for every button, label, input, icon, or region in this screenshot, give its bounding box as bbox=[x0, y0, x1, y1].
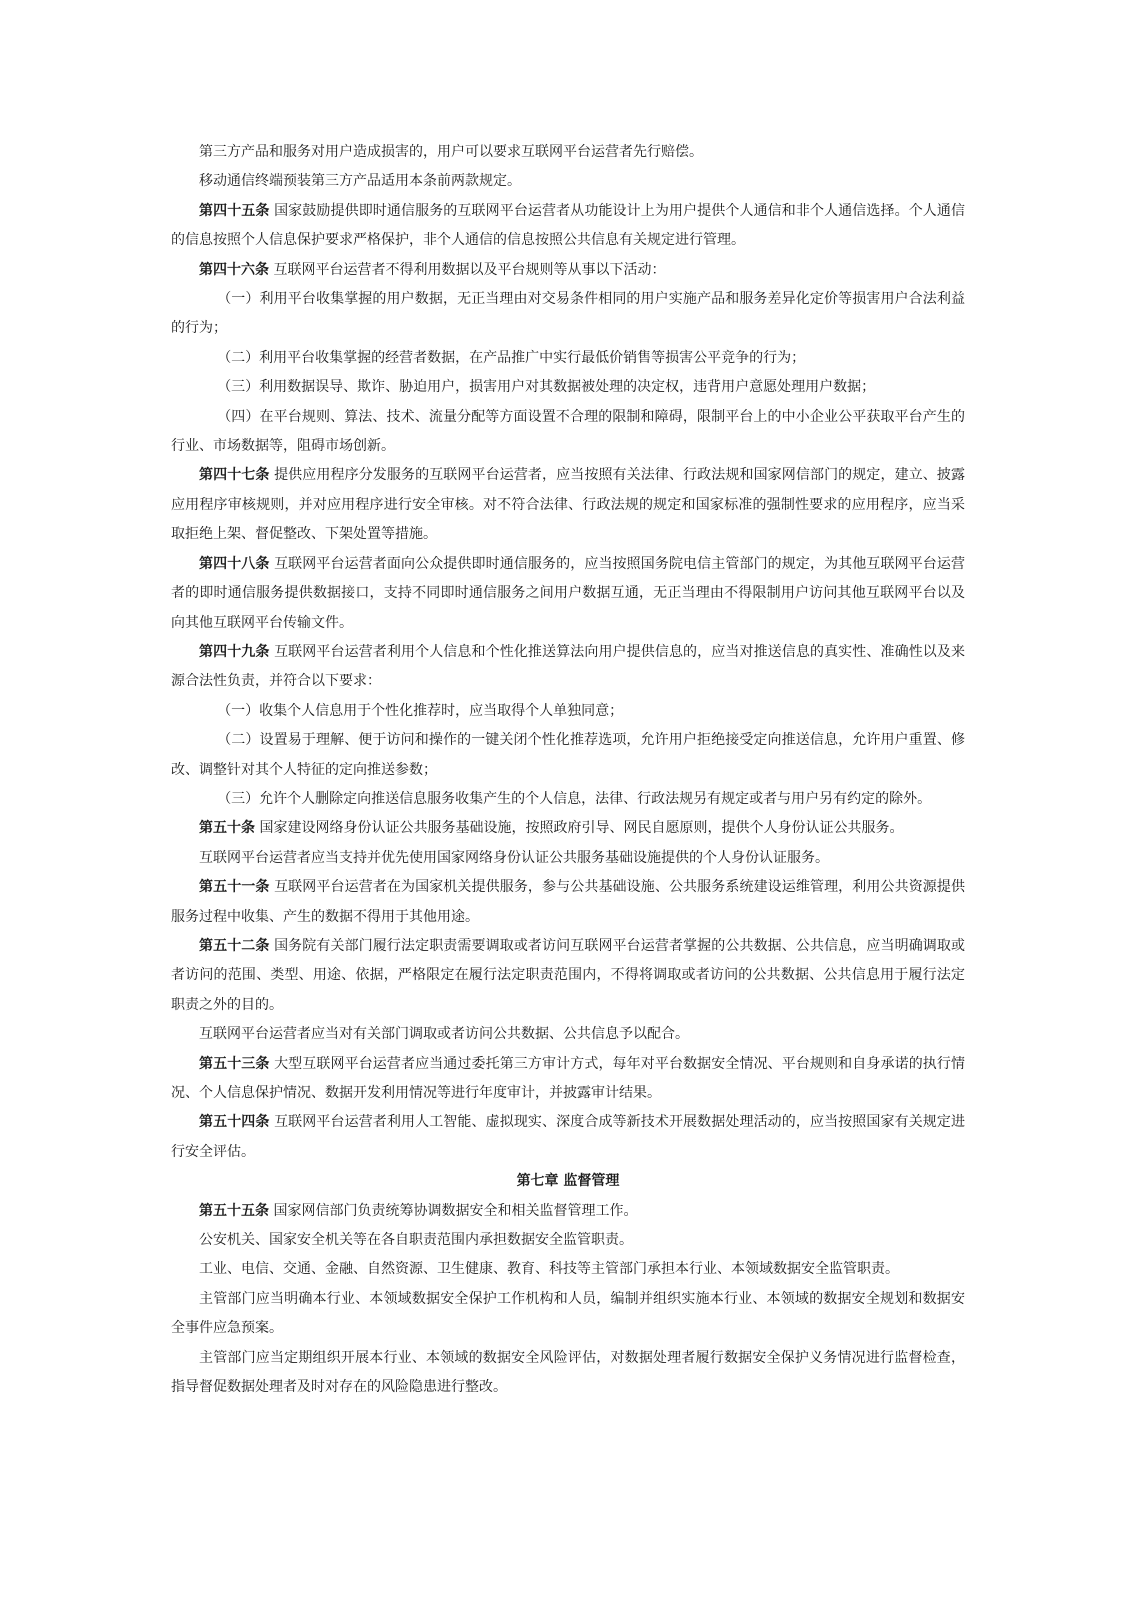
article-label: 第五十条 bbox=[199, 820, 255, 837]
list-item-paragraph: （四）在平台规则、算法、技术、流量分配等方面设置不合理的限制和障碍，限制平台上的中小企业公平获取平台产生的行业、市场数据等，阻碍市场创新。 bbox=[171, 408, 965, 455]
chapter-heading: 第七章 监督管理 bbox=[516, 1173, 620, 1190]
list-item-paragraph: （一）利用平台收集掌握的用户数据，无正当理由对交易条件相同的用户实施产品和服务差异化定价等损害用户合法利益的行为； bbox=[171, 291, 965, 337]
article-text: 互联网平台运营者面向公众提供即时通信服务的，应当按照国务院电信主管部门的规定，为其他互联网平台运营者的即时通信服务提供数据接口，支持不同即时通信服务之间用户数据互通，无正当理由不得限制用户访问其他互联网平台以及向其他互联网平台传输文件。 bbox=[171, 555, 966, 631]
article-text: 互联网平台运营者利用人工智能、虚拟现实、深度合成等新技术开展数据处理活动的，应当按照国家有关规定进行安全评估。 bbox=[171, 1114, 966, 1160]
article-paragraph bbox=[171, 814, 965, 843]
article-label: 第五十四条 bbox=[199, 1114, 270, 1131]
article-label: 第五十五条 bbox=[199, 1202, 269, 1219]
body-paragraph: 第三方产品和服务对用户造成损害的，用户可以要求互联网平台运营者先行赔偿。 bbox=[199, 144, 703, 160]
article-label: 第四十七条 bbox=[199, 467, 270, 484]
article-label: 第五十一条 bbox=[199, 879, 270, 896]
article-paragraph bbox=[171, 638, 965, 697]
body-paragraph: 互联网平台运营者应当对有关部门调取或者访问公共数据、公共信息予以配合。 bbox=[199, 1026, 689, 1043]
article-text: 国家建设网络身份认证公共服务基础设施，按照政府引导、网民自愿原则，提供个人身份认证公共服务。 bbox=[259, 820, 904, 837]
article-label: 第五十二条 bbox=[199, 937, 270, 954]
article-text: 国务院有关部门履行法定职责需要调取或者访问互联网平台运营者掌握的公共数据、公共信息，应当明确调取或者访问的范围、类型、用途、依据，严格限定在履行法定职责范围内，不得将调取或者访问的公共数据、公共信息用于履行法定职责之外的目的。 bbox=[171, 937, 966, 1013]
article-label: 第四十五条 bbox=[199, 202, 270, 219]
list-item-paragraph: （三）利用数据误导、欺诈、胁迫用户，损害用户对其数据被处理的决定权，违背用户意愿处理用户数据； bbox=[217, 379, 876, 396]
body-paragraph: 主管部门应当明确本行业、本领域数据安全保护工作机构和人员，编制并组织实施本行业、本领域的数据安全规划和数据安全事件应急预案。 bbox=[171, 1290, 965, 1337]
article-text: 国家鼓励提供即时通信服务的互联网平台运营者从功能设计上为用户提供个人通信和非个人通信选择。个人通信的信息按照个人信息保护要求严格保护，非个人通信的信息按照公共信息有关规定进行管理。 bbox=[171, 202, 966, 249]
document-page bbox=[171, 138, 965, 1402]
list-item-paragraph: （一）收集个人信息用于个性化推荐时，应当取得个人单独同意； bbox=[217, 702, 624, 719]
article-text: 大型互联网平台运营者应当通过委托第三方审计方式，每年对平台数据安全情况、平台规则和自身承诺的执行情况、个人信息保护情况、数据开发利用情况等进行年度审计，并披露审计结果。 bbox=[171, 1055, 966, 1101]
article-paragraph bbox=[171, 197, 965, 256]
article-text: 提供应用程序分发服务的互联网平台运营者，应当按照有关法律、行政法规和国家网信部门的规定，建立、披露应用程序审核规则，并对应用程序进行安全审核。对不符合法律、行政法规的规定和国家标准的强制性要求的应用程序，应当采取拒绝上架、督促整改、下架处置等措施。 bbox=[171, 467, 966, 543]
body-paragraph: 工业、电信、交通、金融、自然资源、卫生健康、教育、科技等主管部门承担本行业、本领域数据安全监管职责。 bbox=[199, 1261, 899, 1278]
article-text: 国家网信部门负责统筹协调数据安全和相关监督管理工作。 bbox=[273, 1202, 638, 1219]
article-paragraph bbox=[171, 461, 965, 549]
article-paragraph bbox=[171, 932, 965, 1020]
article-paragraph bbox=[171, 1108, 965, 1167]
article-label: 第五十三条 bbox=[199, 1055, 270, 1072]
article-paragraph bbox=[171, 873, 965, 932]
article-text: 互联网平台运营者利用个人信息和个性化推送算法向用户提供信息的，应当对推送信息的真实性、准确性以及来源合法性负责，并符合以下要求： bbox=[171, 643, 966, 690]
article-label: 第四十六条 bbox=[199, 261, 269, 278]
article-paragraph bbox=[171, 1197, 965, 1226]
list-item-paragraph: （二）设置易于理解、便于访问和操作的一键关闭个性化推荐选项，允许用户拒绝接受定向推送信息，允许用户重置、修改、调整针对其个人特征的定向推送参数； bbox=[171, 732, 965, 778]
article-label: 第四十八条 bbox=[199, 555, 270, 572]
article-text: 互联网平台运营者在为国家机关提供服务，参与公共基础设施、公共服务系统建设运维管理，利用公共资源提供服务过程中收集、产生的数据不得用于其他用途。 bbox=[171, 879, 966, 925]
list-item-paragraph: （三）允许个人删除定向推送信息服务收集产生的个人信息，法律、行政法规另有规定或者与用户另有约定的除外。 bbox=[217, 790, 932, 807]
list-item-paragraph: （二）利用平台收集掌握的经营者数据，在产品推广中实行最低价销售等损害公平竞争的行为； bbox=[217, 349, 806, 366]
article-paragraph bbox=[171, 256, 965, 285]
article-paragraph bbox=[171, 1050, 965, 1109]
article-label: 第四十九条 bbox=[199, 643, 270, 660]
article-paragraph bbox=[171, 550, 965, 638]
article-text: 互联网平台运营者不得利用数据以及平台规则等从事以下活动： bbox=[273, 261, 666, 278]
body-paragraph: 主管部门应当定期组织开展本行业、本领域的数据安全风险评估，对数据处理者履行数据安全保护义务情况进行监督检查，指导督促数据处理者及时对存在的风险隐患进行整改。 bbox=[171, 1349, 965, 1396]
body-paragraph: 互联网平台运营者应当支持并优先使用国家网络身份认证公共服务基础设施提供的个人身份认证服务。 bbox=[199, 849, 829, 866]
body-paragraph: 公安机关、国家安全机关等在各自职责范围内承担数据安全监管职责。 bbox=[199, 1232, 633, 1249]
body-paragraph: 移动通信终端预装第三方产品适用本条前两款规定。 bbox=[199, 173, 521, 190]
